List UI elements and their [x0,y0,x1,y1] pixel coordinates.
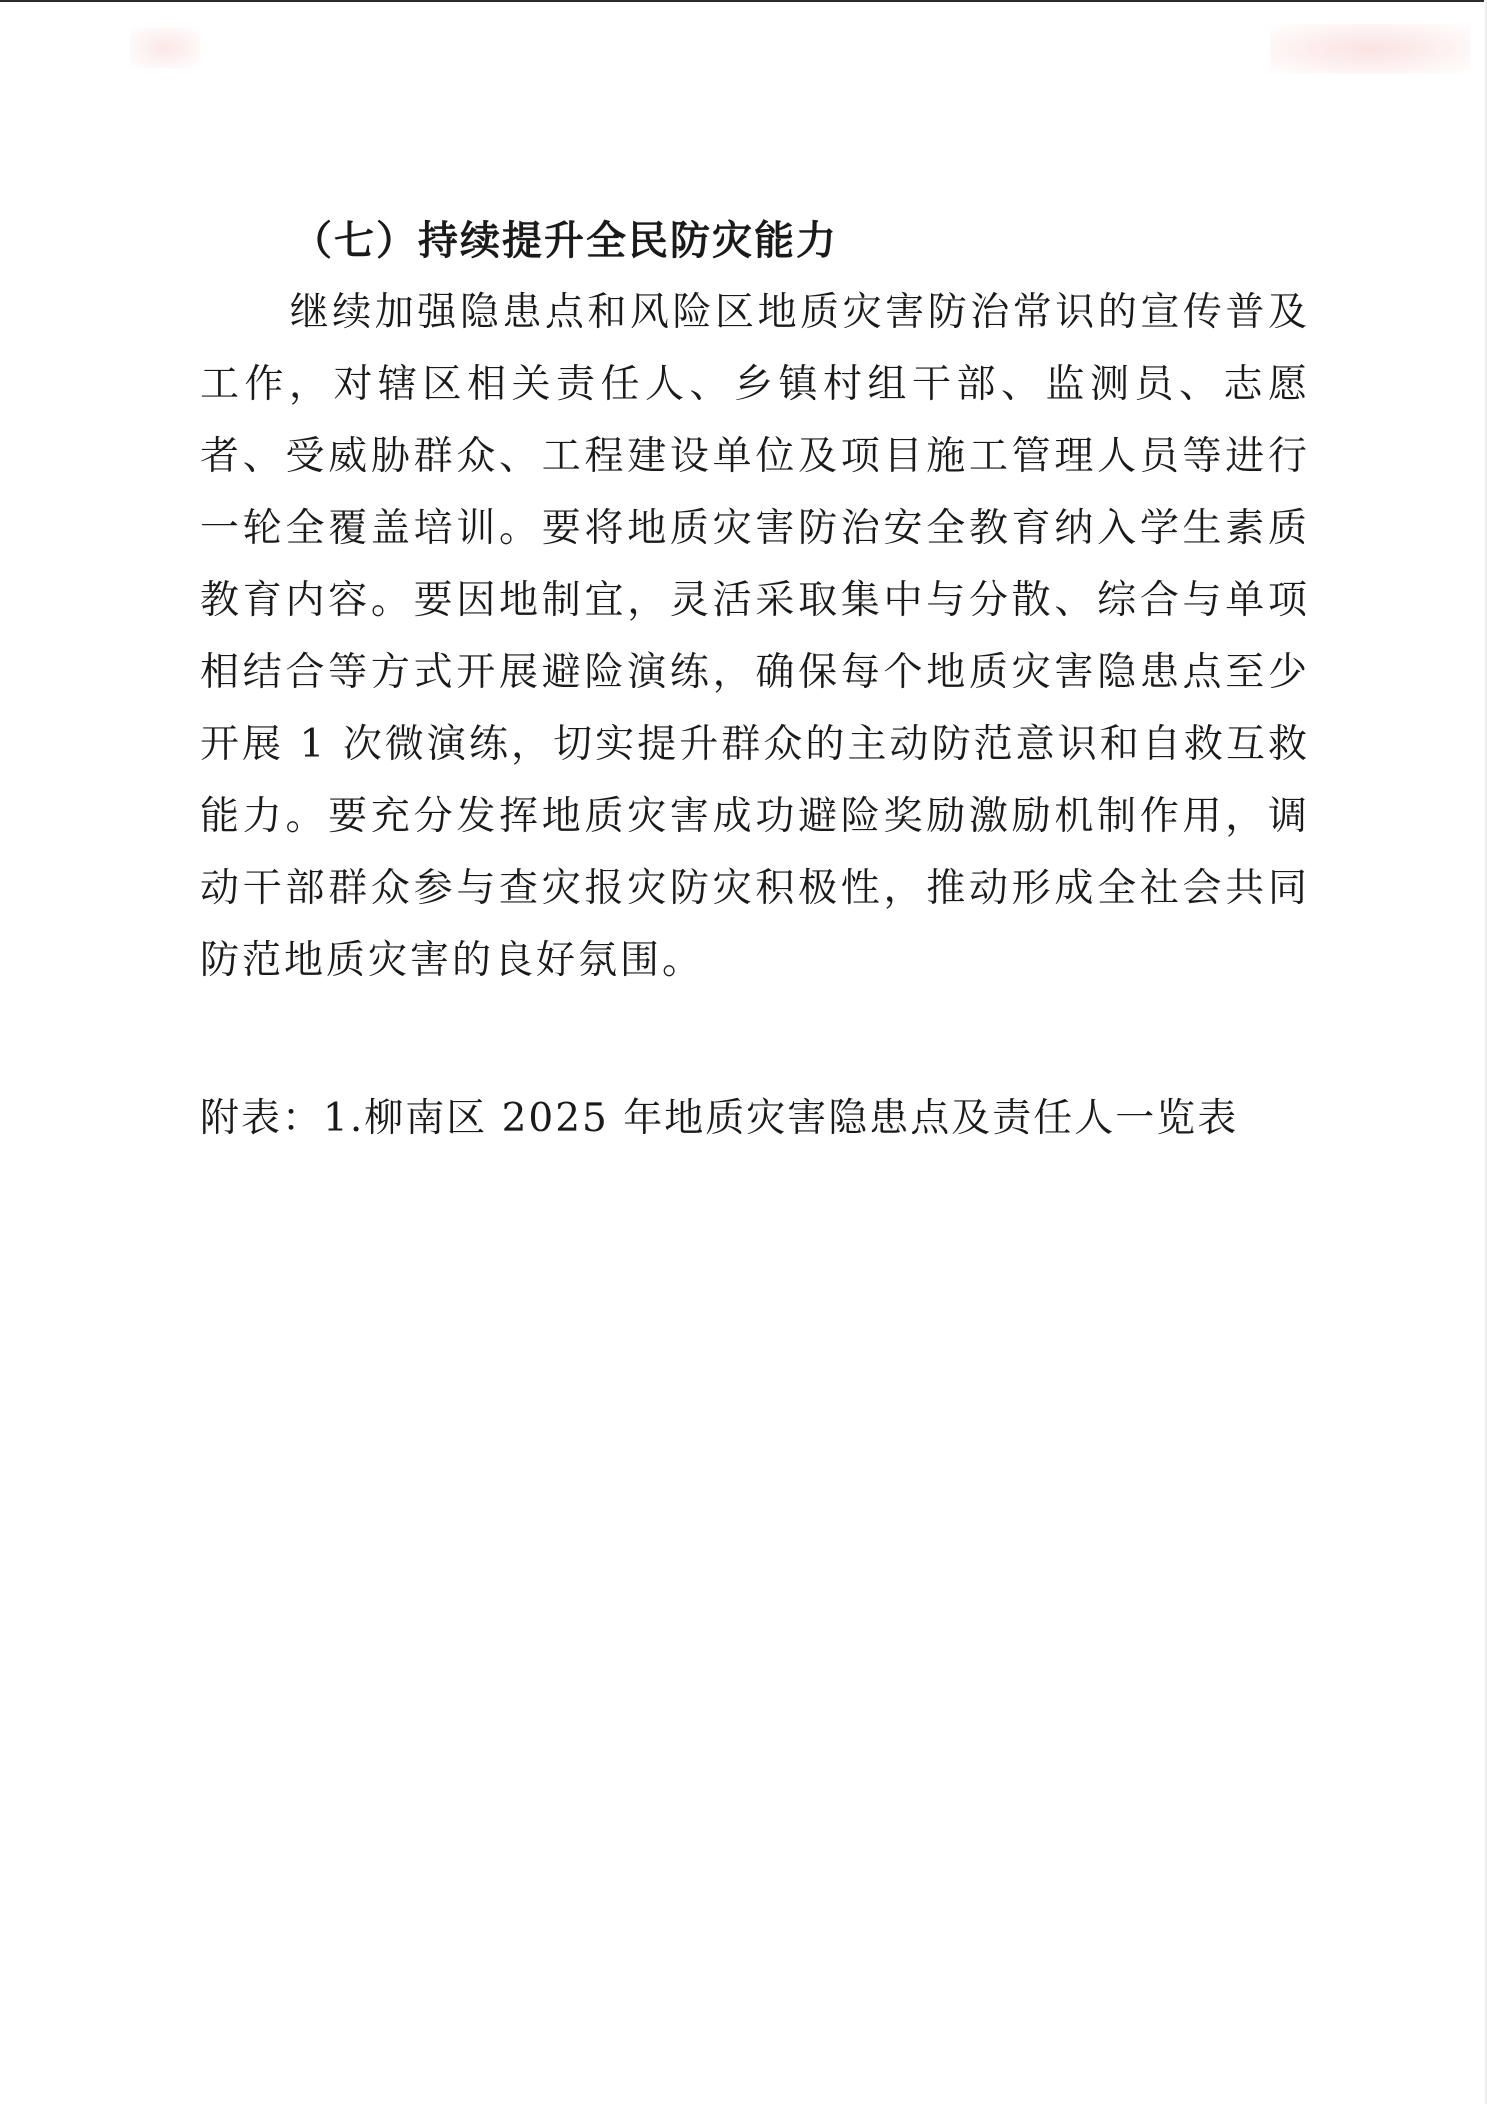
scan-top-edge [0,0,1487,2]
scan-smudge-left [130,28,200,68]
document-body [200,205,1310,997]
section-paragraph: 继续加强隐患点和风险区地质灾害防治常识的宣传普及工作，对辖区相关责任人、乡镇村组干部、监测员、志愿者、受威胁群众、工程建设单位及项目施工管理人员等进行一轮全覆盖培训。要将地质灾害防治安全教育纳入学生素质教育内容。要因地制宜，灵活采取集中与分散、综合与单项相结合等方式开展避险演练，确保每个地质灾害隐患点至少开展 1 次微演练，切实提升群众的主动防范意识和自救互救能力。要充分发挥地质灾害成功避险奖励激励机制作用，调动干部群众参与查灾报灾防灾积极性，推动形成全社会共同防范地质灾害的良好氛围。 [200,290,1310,983]
section-heading: （七）持续提升全民防灾能力 [292,218,838,264]
attachment-line: 附表：1.柳南区 2025 年地质灾害隐患点及责任人一览表 [200,1096,1239,1141]
scan-smudge-right [1270,24,1470,74]
